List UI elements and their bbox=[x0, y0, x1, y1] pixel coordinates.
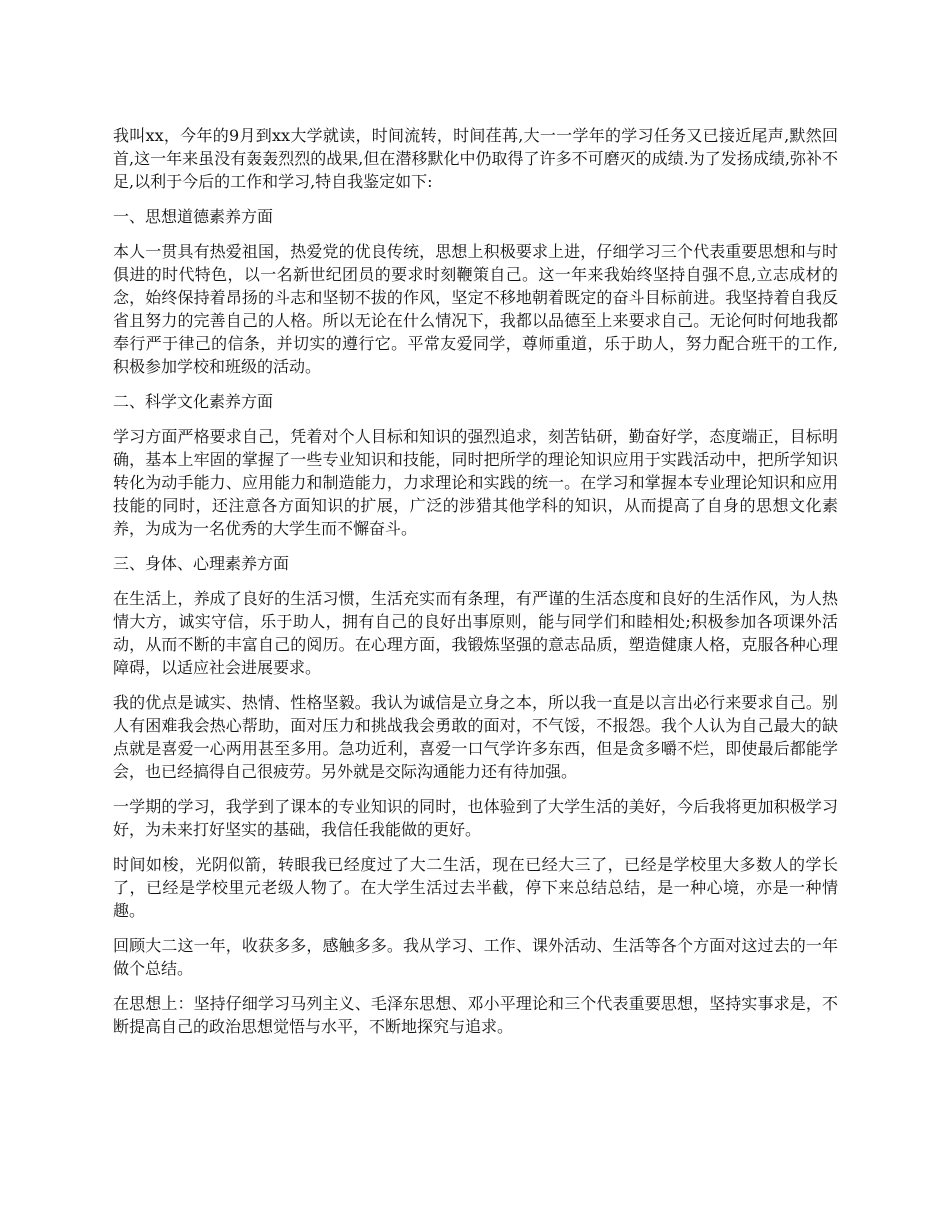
thought-paragraph: 在思想上：坚持仔细学习马列主义、毛泽东思想、邓小平理论和三个代表重要思想，坚持实事求是，不断提高自己的政治思想觉悟与水平，不断地探究与追求。 bbox=[113, 994, 838, 1036]
semester-paragraph: 一学期的学习，我学到了课本的专业知识的同时，也体验到了大学生活的美好，今后我将更加积极学习好，为未来打好坚实的基础，我信任我能做的更好。 bbox=[113, 797, 838, 839]
section-heading-moral: 一、思想道德素养方面 bbox=[113, 207, 274, 226]
document-page bbox=[113, 124, 838, 1050]
moral-paragraph: 本人一贯具有热爱祖国，热爱党的优良传统，思想上积极要求上进，仔细学习三个代表重要思想和与时俱进的时代特色，以一名新世纪团员的要求时刻鞭策自己。这一年来我始终坚持自强不息,立志成材的念，始终保持着昂扬的斗志和坚韧不拔的作风，坚定不移地朝着既定的奋斗目标前进。我坚持着自我反省且努力的完善自己的人格。所以无论在什么情况下，我都以品德至上来要求自己。无论何时何地我都奉行严于律己的信条，并切实的遵行它。平常友爱同学，尊师重道，乐于助人，努力配合班干的工作,积极参加学校和班级的活动。 bbox=[113, 242, 838, 376]
intro-paragraph: 我叫xx，今年的9月到xx大学就读，时间流转，时间荏苒,大一一学年的学习任务又已接近尾声,默然回首,这一年来虽没有轰轰烈烈的战果,但在潜移默化中仍取得了许多不可磨灭的成绩.为了发扬成绩,弥补不足,以利于今后的工作和学习,特自我鉴定如下: bbox=[113, 126, 838, 191]
section-heading-body-mind: 三、身体、心理素养方面 bbox=[113, 554, 290, 573]
body-mind-paragraph: 在生活上，养成了良好的生活习惯，生活充实而有条理，有严谨的生活态度和良好的生活作风，为人热情大方，诚实守信，乐于助人，拥有自己的良好出事原则，能与同学们和睦相处;积极参加各项课外活动，从而不断的丰富自己的阅历。在心理方面，我锻炼坚强的意志品质，塑造健康人格，克服各种心理障碍，以适应社会进展要求。 bbox=[113, 589, 838, 677]
section-heading-science: 二、科学文化素养方面 bbox=[113, 392, 274, 411]
review-paragraph: 回顾大二这一年，收获多多，感触多多。我从学习、工作、课外活动、生活等各个方面对这过去的一年做个总结。 bbox=[113, 936, 838, 978]
strengths-paragraph: 我的优点是诚实、热情、性格坚毅。我认为诚信是立身之本，所以我一直是以言出必行来要求自己。别人有困难我会热心帮助，面对压力和挑战我会勇敢的面对，不气馁，不报怨。我个人认为自己最大的缺点就是喜爱一心两用甚至多用。急功近利，喜爱一口气学许多东西，但是贪多嚼不烂，即使最后都能学会，也已经搞得自己很疲劳。另外就是交际沟通能力还有待加强。 bbox=[113, 693, 838, 781]
science-paragraph: 学习方面严格要求自己，凭着对个人目标和知识的强烈追求，刻苦钻研，勤奋好学，态度端正，目标明确，基本上牢固的掌握了一些专业知识和技能，同时把所学的理论知识应用于实践活动中，把所学知识转化为动手能力、应用能力和制造能力，力求理论和实践的统一。在学习和掌握本专业理论知识和应用技能的同时，还注意各方面知识的扩展，广泛的涉猎其他学科的知识，从而提高了自身的思想文化素养，为成为一名优秀的大学生而不懈奋斗。 bbox=[113, 427, 838, 538]
time-flies-paragraph: 时间如梭，光阴似箭，转眼我已经度过了大二生活，现在已经大三了，已经是学校里大多数人的学长了，已经是学校里元老级人物了。在大学生活过去半截，停下来总结总结，是一种心境，亦是一种情趣。 bbox=[113, 855, 838, 920]
